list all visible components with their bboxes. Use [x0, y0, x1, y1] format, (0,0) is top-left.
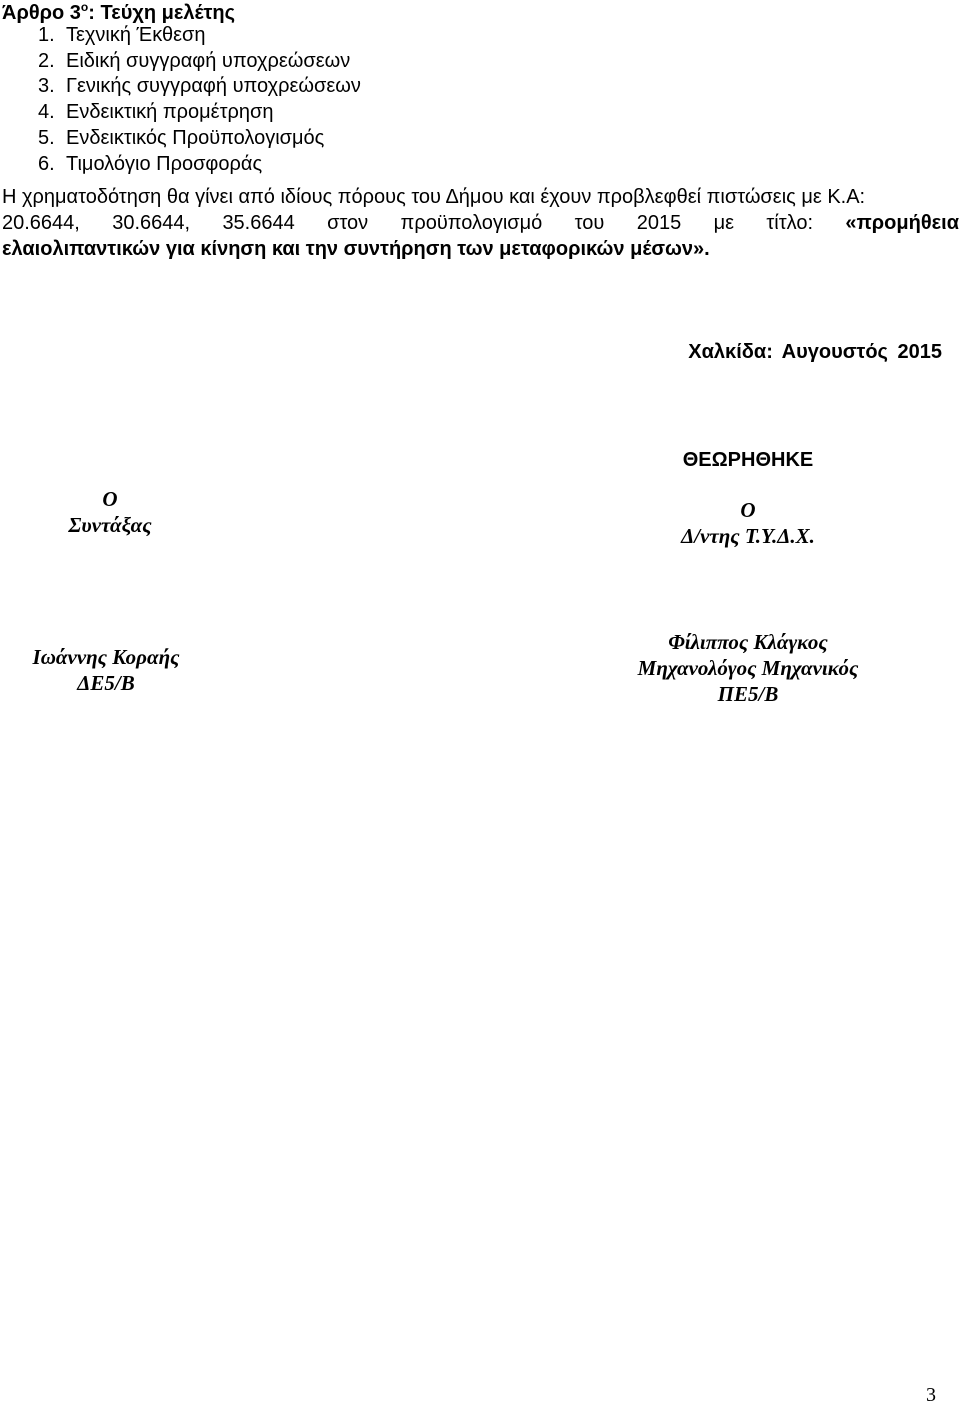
- budget-code: 30.6644,: [112, 212, 191, 234]
- funding-word: τίτλο:: [766, 212, 813, 234]
- list-item-label: Ενδεικτική προμέτρηση: [66, 101, 274, 124]
- author-block: [0, 486, 220, 538]
- list-item-number: 2.: [38, 49, 55, 72]
- list-item-number: 3.: [38, 75, 55, 98]
- author-role: Συντάξας: [68, 513, 152, 537]
- list-item: [38, 23, 361, 49]
- budget-code: 35.6644: [222, 212, 295, 234]
- funding-word: με: [713, 212, 735, 234]
- director-name: Φίλιππος Κλάγκος: [668, 630, 828, 654]
- approved-label: ΘΕΩΡΗΘΗΚΕ: [682, 449, 814, 471]
- director-role: Δ/ντης Τ.Υ.Δ.Χ.: [681, 524, 815, 548]
- author-name: Ιωάννης Κοραής: [32, 645, 180, 669]
- director-block: [560, 497, 936, 549]
- funding-line-2: [2, 210, 959, 236]
- project-title-start: «προμήθεια: [845, 212, 959, 234]
- budget-year: 2015: [636, 212, 682, 234]
- funding-word: του: [574, 212, 605, 234]
- funding-paragraph: [2, 184, 959, 262]
- list-item: [38, 126, 361, 152]
- list-item-label: Τιμολόγιο Προσφοράς: [66, 152, 263, 175]
- heading-main: Άρθρο 3: [2, 2, 81, 24]
- list-item: [38, 49, 361, 75]
- list-item-label: Τεχνική Έκθεση: [66, 24, 206, 46]
- director-title: Μηχανολόγος Μηχανικός: [637, 656, 859, 680]
- author-signature: [0, 644, 212, 696]
- documents-list: [38, 23, 361, 177]
- list-item-label: Γενικής συγγραφή υποχρεώσεων: [66, 75, 361, 98]
- director-grade: ΠΕ5/Β: [717, 682, 779, 706]
- list-item-label: Ενδεικτικός Προϋπολογισμός: [66, 126, 325, 149]
- list-item-number: 6.: [38, 152, 55, 175]
- heading-rest: : Τεύχη μελέτης: [88, 2, 236, 24]
- list-item-number: 5.: [38, 126, 55, 149]
- list-item-number: 1.: [38, 24, 55, 46]
- place-date: Χαλκίδα: Αυγουστός 2015: [688, 341, 942, 363]
- funding-line-1: Η χρηματοδότηση θα γίνει από ιδίους πόρους του Δήμου και έχουν προβλεφθεί πιστώσεις με Κ.Α:: [2, 186, 866, 208]
- list-item-label: Ειδική συγγραφή υποχρεώσεων: [66, 49, 351, 72]
- funding-word: προϋπολογισμό: [400, 212, 543, 234]
- project-title-end: ελαιολιπαντικών για κίνηση και την συντήρηση των μεταφορικών μέσων».: [2, 238, 710, 260]
- director-article: Ο: [740, 498, 756, 522]
- list-item: [38, 74, 361, 100]
- funding-word: στον: [327, 212, 369, 234]
- page-number: 3: [926, 1384, 936, 1406]
- list-item: [38, 152, 361, 178]
- author-article: Ο: [102, 487, 118, 511]
- list-item-number: 4.: [38, 101, 55, 124]
- heading-superscript: ο: [80, 0, 89, 14]
- list-item: [38, 100, 361, 126]
- author-grade: ΔΕ5/Β: [77, 671, 135, 695]
- budget-code: 20.6644,: [2, 212, 80, 234]
- director-signature: [560, 629, 936, 707]
